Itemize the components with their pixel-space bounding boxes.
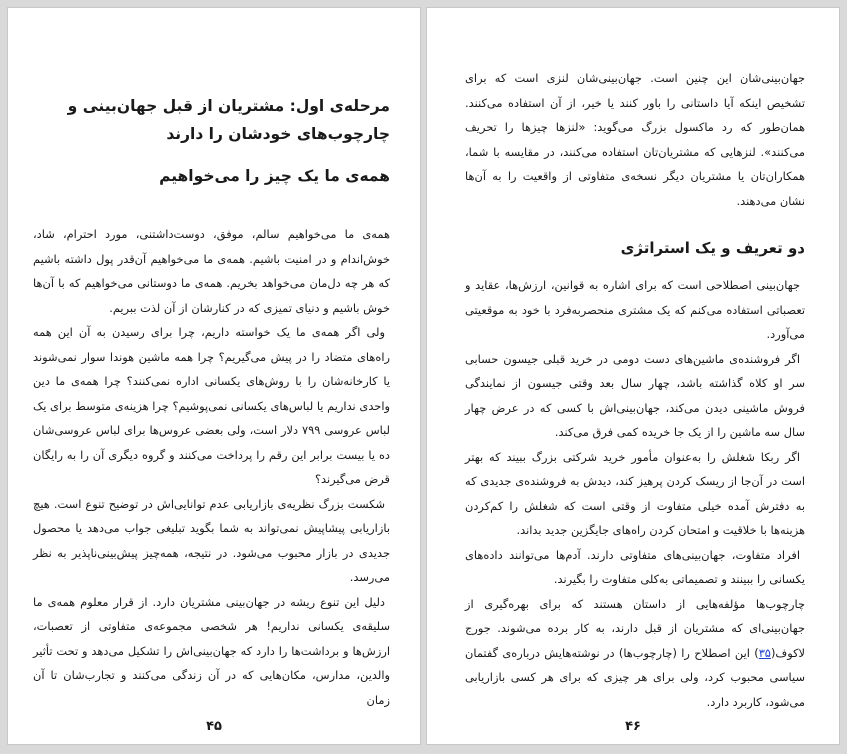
paragraph-with-footnote (465, 592, 805, 715)
paragraph-text-after: ) این اصطلاح را (چارچوب‌ها) در نوشته‌هایش درباره‌ی گفتمان سیاسی محبوب کرد، ولی برای هر چیزی که برای هر کسی بازاریابی می‌شود، کاربرد دارد. (465, 645, 805, 709)
left-page (7, 7, 421, 745)
page-number: ۴۵ (206, 719, 222, 734)
section-title: دو تعریف و یک استراتژی (620, 239, 805, 257)
paragraph: جهان‌بینی اصطلاحی است که برای اشاره به قوانین، ارزش‌ها، عقاید و تعصباتی استفاده می‌کنم که یک مشتری منحصربه‌فرد با خود به موقعیتی می‌آورد. (465, 278, 805, 341)
paragraph: اگر ربکا شغلش را به‌عنوان مأمور خرید شرکتی بزرگ ببیند که بهتر است در آن‌جا از ریسک کردن پرهیز کند، دیدش به فروشنده‌ی جدیدی که به دفترش آمده خیلی متفاوت از وقتی است که شغلش را کم‌کردن هزینه‌ها با خلاقیت و امتحان کردن راه‌های جایگزین جدید بداند. (465, 449, 805, 537)
stage-title: مرحله‌ی اول: مشتریان از قبل جهان‌بینی و چارچوب‌های خودشان را دارند (67, 97, 390, 143)
paragraph: همه‌ی ما می‌خواهیم سالم، موفق، دوست‌داشتنی، مورد احترام، شاد، خوش‌اندام و در امنیت باشیم. همه‌ی ما می‌خواهیم آن‌قدر پول داشته باشیم که هر چه دل‌مان می‌خواهد بخریم. همه‌ی ما دوستانی می‌خواهیم که با آن‌ها خوش باشیم و دنیای تمیزی که در کنارشان از آن لذت ببریم. (33, 227, 390, 315)
right-page-content (465, 8, 805, 714)
paragraph: شکست بزرگ نظریه‌ی بازاریابی عدم توانایی‌اش در توضیح تنوع است. هیچ بازاریابی پیشاپیش نمی‌تواند به شما بگوید تبلیغی جواب می‌دهد یا محصول جدیدی در بازار محبوب می‌شود. در نتیجه، همه‌چیز پیش‌بینی‌ناپذیر به نظر می‌رسد. (33, 496, 390, 584)
paragraph: ولی اگر همه‌ی ما یک خواسته داریم، چرا برای رسیدن به آن این همه راه‌های متضاد را در پیش می‌گیریم؟ چرا همه ماشین هوندا سوار نمی‌شوند یا کارخانه‌شان را با روش‌های یکسانی اداره نمی‌کنند؟ چرا همه‌ی ما دین واحدی نداریم یا لباس‌های یکسانی نمی‌پوشیم؟ چرا هزینه‌ی متوسط برای یک لباس عروسی ۷۹۹ دلار است، ولی بعضی عروس‌ها برای لباس عروسی‌شان ده یا بیست برابر این رقم را پرداخت می‌کنند و گروه دیگری آن را به رایگان قرض می‌گیرند؟ (33, 325, 390, 486)
section-title: همه‌ی ما یک چیز را می‌خواهیم (159, 167, 390, 185)
paragraph: دلیل این تنوع ریشه در جهان‌بینی مشتریان دارد. از قرار معلوم همه‌ی ما سلیقه‌ی یکسانی نداریم! هر شخصی مجموعه‌ی متفاوتی از تعصبات، ارزش‌ها و برداشت‌ها را دارد که جهان‌بینی‌اش را تشکیل می‌دهد و تحت تأثیر والدین، مدارس، مکان‌هایی که در آن زندگی می‌کنند و تجارب‌شان تا آن زمان (33, 594, 390, 707)
paragraph: اگر فروشنده‌ی ماشین‌های دست دومی در خرید قبلی جیسون حسابی سر او کلاه گذاشته باشد، چهار سال بعد وقتی جیسون از نمایندگی فروش ماشینی دیدن می‌کند، جهان‌بینی‌اش با کسی که در عرض چهار سال سه ماشین را از یک جا خریده کمی فرق می‌کند. (465, 351, 805, 439)
paragraph-text-before: چارچوب‌ها مؤلفه‌هایی از داستان هستند که برای بهره‌گیری از جهان‌بینی‌ای که مشتریان از قبل دارند، به کار برده می‌شوند. جورج لاکوف( (465, 596, 805, 660)
paragraph: افراد متفاوت، جهان‌بینی‌های متفاوتی دارند. آدم‌ها می‌توانند داده‌های یکسانی را ببینند و تصمیماتی به‌کلی متفاوت را بگیرند. (465, 547, 805, 586)
intro-paragraph: جهان‌بینی‌شان این چنین است. جهان‌بینی‌شان لنزی است که برای تشخیص اینکه آیا داستانی را باور کنند یا خیر، از آن استفاده می‌کنند. همان‌طور که رد ماکسول بزرگ می‌گوید: «لنزها چیزها را تحریف می‌کنند». لنزهایی که مشتریان‌تان استفاده می‌کنند، در مقایسه با شما، همکاران‌تان یا مشتریان دیگر نسخه‌ی متفاوتی از واقعیت را به آن‌ها نشان می‌دهند. (465, 71, 805, 208)
left-page-content (33, 8, 390, 712)
right-page (426, 7, 840, 745)
page-number: ۴۶ (625, 719, 641, 734)
footnote-link[interactable]: ۳۵ (758, 645, 771, 660)
